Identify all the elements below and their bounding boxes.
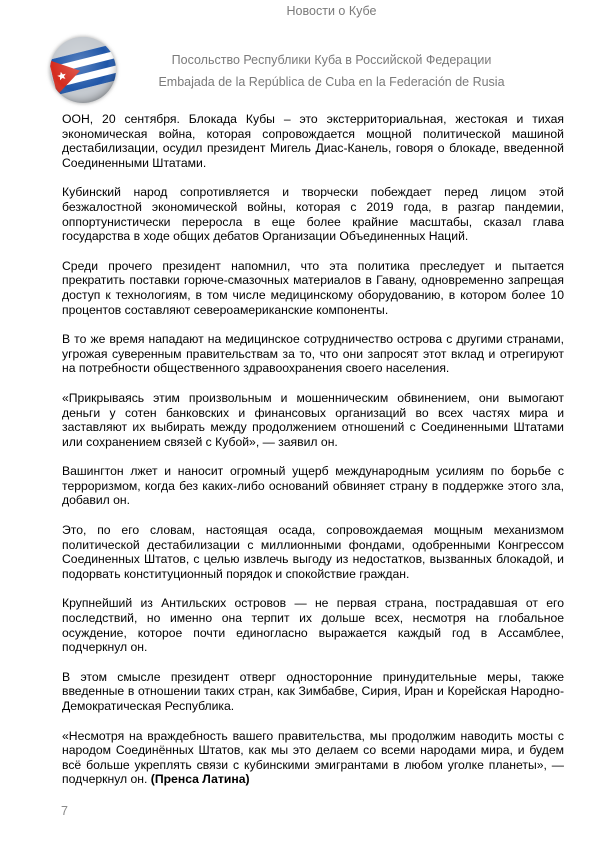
last-paragraph-text: «Несмотря на враждебность вашего правительства, мы продолжим наводить мосты с народом Соединённых Штатов, как мы это делаем со всеми народами мира, и будем всё больше укреплять связи с кубинскими эмигрантами в любом уголке планеты», — подчеркнул он. <box>62 728 564 787</box>
article-paragraph: Кубинский народ сопротивляется и творчески побеждает перед лицом этой безжалостной экономической войны, которая с 2019 года, в разгар пандемии, оппортунистически переросла в еще более крайние масштабы, сказал глава государства в ходе общих дебатов Организации Объединенных Наций. <box>62 185 564 244</box>
newsletter-title: Новости о Кубе <box>286 4 377 18</box>
page-header <box>0 0 607 100</box>
article-paragraph-last <box>62 729 564 787</box>
article-paragraph: В этом смысле президент отверг односторонние принудительные меры, также введенные в отношении таких стран, как Зимбабве, Сирия, Иран и Корейская Народно-Демократическая Республика. <box>62 669 564 713</box>
page-number: 7 <box>61 804 68 818</box>
article-body <box>62 112 564 802</box>
article-paragraph: В то же время нападают на медицинское сотрудничество острова с другими странами, угрожая суверенным правительствам за то, что они запросят этот вклад и отрегируют на потребности общественного здравоохранения своего населения. <box>62 332 564 376</box>
embassy-name-russian: Посольство Республики Куба в Российской Федерации <box>171 53 492 67</box>
cuban-flag-icon <box>50 37 116 103</box>
article-paragraph: Среди прочего президент напомнил, что эта политика преследует и пытается прекратить поставки горюче-смазочных материалов в Гавану, одновременно запрещая доступ к технологиям, в том числе медицинскому оборудованию, в котором более 10 процентов составляют североамериканские компоненты. <box>62 258 564 317</box>
article-paragraph: ООН, 20 сентября. Блокада Кубы – это экстерриториальная, жестокая и тихая экономическая война, которая сопровождается мощной политической машиной дестабилизации, осудил президент Мигель Диас-Канель, говоря о блокаде, введенной Соединенными Штатами. <box>62 112 564 170</box>
article-paragraph: Это, по его словам, настоящая осада, сопровождаемая мощным механизмом политической дестабилизации с миллионными фондами, одобренными Конгрессом Соединенных Штатов, с целью извлечь выгоду из недостатков, вызванных блокадой, и подорвать конституционный порядок и спокойствие граждан. <box>62 523 564 581</box>
article-paragraph: Вашингтон лжет и наносит огромный ущерб международным усилиям по борьбе с терроризмом, когда без каких-либо оснований обвиняет страну в поддержке этого зла, добавил он. <box>62 464 564 508</box>
article-paragraph: «Прикрываясь этим произвольным и мошенническим обвинением, они вымогают деньги у сотен банковских и финансовых организаций во всех частях мира и заставляют их выбирать между продолжением отношений с Соединенными Штатами или сохранением связей с Кубой», — заявил он. <box>62 390 564 449</box>
article-paragraph: Крупнейший из Антильских островов — не первая страна, пострадавшая от его последствий, но именно она терпит их дольше всех, несмотря на глобальное осуждение, которое почти единогласно выражается каждый год в Ассамблее, подчеркнул он. <box>62 596 564 655</box>
embassy-name-spanish: Embajada de la República de Cuba en la Federación de Rusia <box>158 75 505 89</box>
news-source-credit: (Пренса Латина) <box>150 772 250 787</box>
